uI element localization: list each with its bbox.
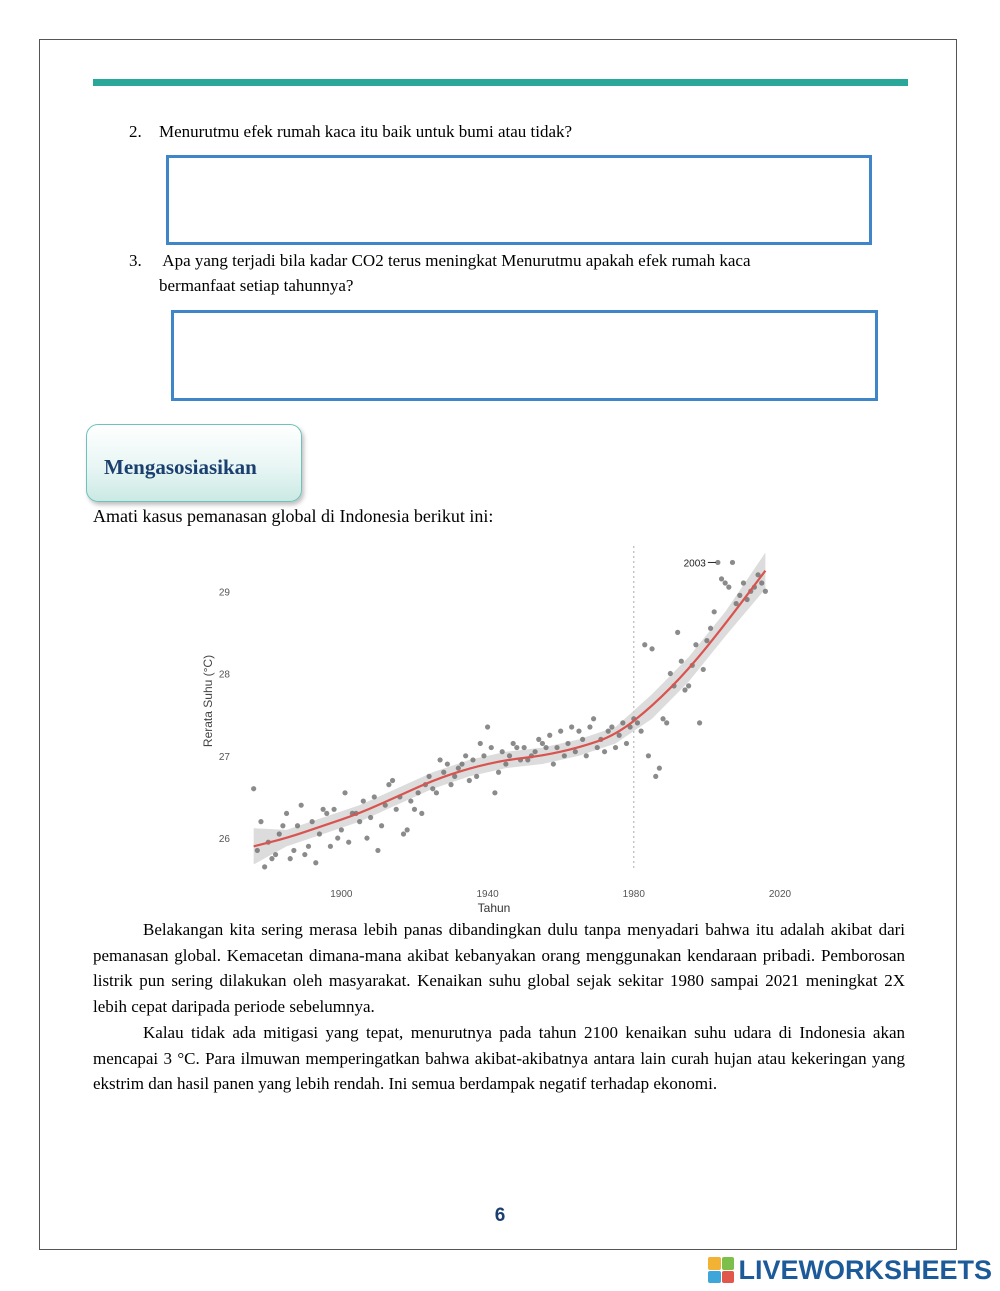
data-point (445, 761, 450, 766)
data-point (679, 659, 684, 664)
data-point (562, 753, 567, 758)
y-tick-label: 28 (218, 669, 230, 681)
data-point (708, 626, 713, 631)
data-point (591, 716, 596, 721)
data-point (500, 749, 505, 754)
data-point (324, 811, 329, 816)
data-point (317, 831, 322, 836)
data-point (617, 733, 622, 738)
data-point (686, 683, 691, 688)
data-point (277, 831, 282, 836)
answer-box-2[interactable] (166, 155, 872, 245)
data-point (489, 745, 494, 750)
plot-area (219, 546, 792, 900)
data-point (368, 815, 373, 820)
data-point (339, 827, 344, 832)
data-point (288, 856, 293, 861)
data-point (726, 585, 731, 590)
data-point (660, 716, 665, 721)
data-point (313, 860, 318, 865)
data-point (258, 819, 263, 824)
data-point (576, 729, 581, 734)
data-point (609, 724, 614, 729)
data-point (364, 835, 369, 840)
annotation-label: 2003 (683, 558, 706, 570)
data-point (306, 844, 311, 849)
data-point (346, 840, 351, 845)
liveworksheets-brand[interactable] (708, 1254, 992, 1286)
data-point (639, 729, 644, 734)
data-point (569, 724, 574, 729)
data-point (492, 790, 497, 795)
data-point (401, 831, 406, 836)
question-number: 2. (129, 122, 142, 141)
question-text: Menurutmu efek rumah kaca itu baik untuk bumi atau tidak? (159, 122, 573, 141)
data-point (543, 745, 548, 750)
data-point (511, 741, 516, 746)
x-axis-label: Tahun (477, 901, 511, 915)
question-text-line2: bermanfaat setiap tahunnya? (159, 276, 354, 295)
header-accent-bar (93, 79, 908, 86)
data-point (284, 811, 289, 816)
question-3 (129, 248, 889, 300)
data-point (361, 798, 366, 803)
data-point (310, 819, 315, 824)
data-point (262, 864, 267, 869)
data-point (503, 761, 508, 766)
data-point (723, 580, 728, 585)
y-tick-label: 29 (218, 587, 230, 599)
data-point (697, 720, 702, 725)
data-point (558, 729, 563, 734)
data-point (474, 774, 479, 779)
data-point (405, 827, 410, 832)
data-point (701, 667, 706, 672)
data-point (427, 774, 432, 779)
data-point (437, 757, 442, 762)
data-point (390, 778, 395, 783)
data-point (522, 745, 527, 750)
data-point (635, 720, 640, 725)
data-point (602, 749, 607, 754)
data-point (565, 741, 570, 746)
data-point (419, 811, 424, 816)
data-point (459, 761, 464, 766)
data-point (456, 766, 461, 771)
data-point (606, 729, 611, 734)
data-point (514, 745, 519, 750)
confidence-band (254, 553, 766, 865)
page-number: 6 (494, 1205, 506, 1226)
data-point (302, 852, 307, 857)
data-point (357, 819, 362, 824)
data-point (372, 794, 377, 799)
data-point (386, 782, 391, 787)
data-point (580, 737, 585, 742)
section-title: Mengasosiasikan (104, 455, 257, 479)
data-point (712, 609, 717, 614)
question-number: 3. (129, 251, 142, 270)
data-point (441, 770, 446, 775)
data-point (587, 724, 592, 729)
data-point (664, 720, 669, 725)
question-2 (129, 119, 889, 145)
x-tick-label: 1980 (622, 889, 645, 900)
data-point (251, 786, 256, 791)
data-point (470, 757, 475, 762)
data-point (496, 770, 501, 775)
data-point (730, 560, 735, 565)
x-tick-label: 1900 (330, 889, 353, 900)
data-point (613, 745, 618, 750)
x-tick-label: 1940 (476, 889, 499, 900)
data-point (481, 753, 486, 758)
paragraph-1 (93, 917, 905, 1019)
data-point (299, 803, 304, 808)
paragraph-2-text: Kalau tidak ada mitigasi yang tepat, menurutnya pada tahun 2100 kenaikan suhu udara di Indonesia akan mencapai 3 °C. Para ilmuwan memperingatkan bahwa akibat-akibatnya antara lain curah hujan atau kekeringan yang ekstrim dan hasil panen yang lebih rendah. Ini semua berdampak negatif terhadap ekonomi. (93, 1023, 905, 1093)
data-point (485, 724, 490, 729)
data-point (759, 580, 764, 585)
data-point (255, 848, 260, 853)
data-point (573, 749, 578, 754)
data-point (763, 589, 768, 594)
data-point (434, 790, 439, 795)
data-point (331, 807, 336, 812)
paragraph-1-text: Belakangan kita sering merasa lebih panas dibandingkan dulu tanpa menyadari bahwa itu adalah akibat dari pemanasan global. Kemacetan dimana-mana akibat kebanyakan orang menggunakan kendaraan pribadi. Pemborosan listrik pun sering dilakukan oleh masyarakat. Kenaikan suhu global sejak sekitar 1980 sampai 2021 meningkat 2X lebih cepat daripada periode sebelumnya. (93, 920, 905, 1016)
data-point (448, 782, 453, 787)
data-point (467, 778, 472, 783)
data-point (321, 807, 326, 812)
data-point (328, 844, 333, 849)
data-point (682, 687, 687, 692)
data-point (463, 753, 468, 758)
data-point (408, 798, 413, 803)
data-point (653, 774, 658, 779)
data-point (620, 720, 625, 725)
data-point (540, 741, 545, 746)
answer-box-3[interactable] (171, 310, 878, 401)
data-point (657, 766, 662, 771)
data-point (375, 848, 380, 853)
data-point (412, 807, 417, 812)
data-point (430, 786, 435, 791)
section-badge (86, 424, 302, 502)
temperature-chart (190, 536, 800, 916)
data-point (737, 593, 742, 598)
data-point (379, 823, 384, 828)
data-point (584, 753, 589, 758)
question-text-line1: Apa yang terjadi bila kadar CO2 terus meningkat Menurutmu apakah efek rumah kaca (159, 251, 751, 270)
data-point (295, 823, 300, 828)
data-point (741, 580, 746, 585)
data-point (269, 856, 274, 861)
data-point (536, 737, 541, 742)
paragraph-2 (93, 1020, 905, 1097)
data-point (649, 646, 654, 651)
liveworksheets-logo-icon (708, 1257, 734, 1283)
data-point (273, 852, 278, 857)
data-point (416, 790, 421, 795)
trend-line (254, 571, 766, 847)
data-point (719, 576, 724, 581)
x-tick-label: 2020 (768, 889, 792, 900)
y-axis-label: Rerata Suhu (°C) (201, 654, 215, 748)
data-point (335, 835, 340, 840)
data-point (342, 790, 347, 795)
intro-text: Amati kasus pemanasan global di Indonesia berikut ini: (93, 506, 494, 526)
data-point (507, 753, 512, 758)
data-point (533, 749, 538, 754)
data-point (547, 733, 552, 738)
data-point (668, 671, 673, 676)
data-point (280, 823, 285, 828)
data-point (551, 761, 556, 766)
data-point (646, 753, 651, 758)
y-tick-label: 26 (218, 834, 230, 846)
data-point (704, 638, 709, 643)
data-point (394, 807, 399, 812)
data-point (291, 848, 296, 853)
data-point (675, 630, 680, 635)
data-point (715, 560, 720, 565)
data-point (642, 642, 647, 647)
data-point (595, 745, 600, 750)
data-point (554, 745, 559, 750)
data-point (478, 741, 483, 746)
data-point (693, 642, 698, 647)
brand-name: LIVEWORKSHEETS (738, 1254, 992, 1285)
data-point (624, 741, 629, 746)
y-tick-label: 27 (218, 751, 230, 763)
